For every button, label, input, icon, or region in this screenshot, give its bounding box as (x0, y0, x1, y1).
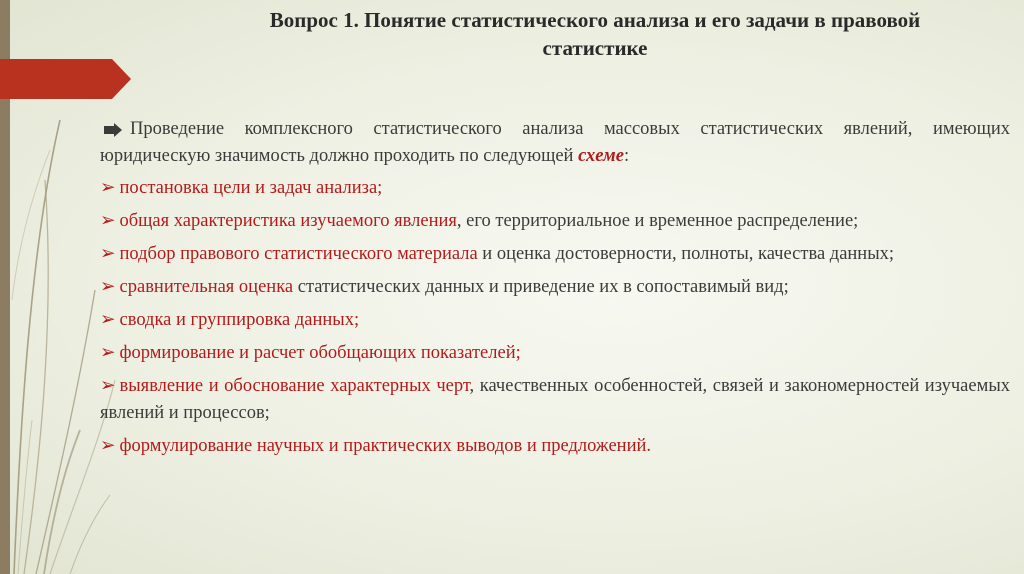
list-item (100, 274, 1010, 301)
curve-line (36, 290, 95, 574)
intro-emphasis: схеме (578, 146, 624, 166)
chevron-bullet-icon: ➢ (100, 343, 116, 363)
chevron-bullet-icon: ➢ (100, 244, 116, 264)
list-item (100, 433, 1010, 460)
intro-paragraph (100, 116, 1010, 170)
chevron-bullet-icon: ➢ (100, 178, 116, 198)
curve-line (70, 495, 110, 574)
title-tab-shape (0, 59, 131, 99)
item-highlight: сводка и группировка данных; (119, 310, 360, 330)
item-text: и оценка достоверности, полноты, качества данных; (477, 244, 895, 264)
list-item (100, 241, 1010, 268)
chevron-bullet-icon: ➢ (100, 376, 116, 396)
item-highlight: общая характеристика изучаемого явления (119, 211, 457, 231)
intro-text: Проведение комплексного статистического анализа массовых статистических явлений, имеющих юридическую значимость должно проходить по следующей (100, 119, 1010, 166)
curve-line (12, 150, 50, 300)
item-highlight: постановка цели и задач анализа; (119, 178, 383, 198)
chevron-bullet-icon: ➢ (100, 211, 116, 231)
item-text: , качественных особенностей, связей и закономерностей изучаемых явлений и процессов; (100, 376, 1010, 423)
chevron-bullet-icon: ➢ (100, 436, 116, 456)
list-item (100, 307, 1010, 334)
list-item (100, 208, 1010, 235)
curve-line (44, 430, 80, 574)
slide-title (150, 6, 1024, 62)
item-highlight: формирование и расчет обобщающих показателей; (119, 343, 521, 363)
arrow-bullet-icon (100, 123, 130, 137)
list-item (100, 175, 1010, 202)
curve-line (24, 180, 48, 574)
chevron-bullet-icon: ➢ (100, 310, 116, 330)
title-line-1: Вопрос 1. Понятие статистического анализа и его задачи в правовой (269, 8, 921, 32)
item-highlight: сравнительная оценка (119, 277, 294, 297)
item-text: , его территориальное и временное распределение; (456, 211, 859, 231)
item-highlight: выявление и обоснование характерных черт (119, 376, 470, 396)
chevron-bullet-icon: ➢ (100, 277, 116, 297)
slide-body (100, 116, 1010, 466)
intro-suffix: : (623, 146, 630, 166)
list-item (100, 373, 1010, 427)
item-highlight: подбор правового статистического материала (119, 244, 478, 264)
item-text: статистических данных и приведение их в сопоставимый вид; (293, 277, 789, 297)
title-line-2: статистике (542, 36, 648, 60)
curve-line (14, 120, 60, 574)
item-highlight: формулирование научных и практических выводов и предложений. (119, 436, 652, 456)
list-item (100, 340, 1010, 367)
